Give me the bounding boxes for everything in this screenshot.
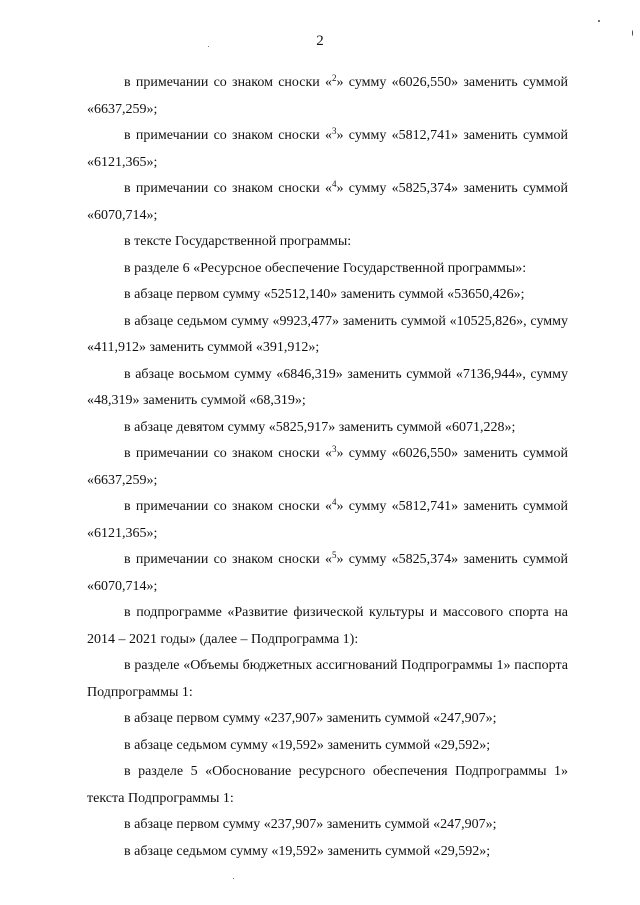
paragraph: в абзаце первом сумму «237,907» заменить суммой «247,907»;: [124, 817, 497, 832]
footnote-mark: 3: [332, 126, 337, 136]
paragraph: [87, 176, 568, 229]
paragraph: в разделе 6 «Ресурсное обеспечение Государственной программы»:: [124, 260, 527, 276]
paragraph: в разделе 5 «Обоснование ресурсного обеспечения Подпрограммы 1» текста Подпрограммы 1:: [87, 764, 568, 806]
scan-speck: [598, 20, 600, 22]
paragraph: [87, 123, 568, 176]
paragraph: в тексте Государственной программы:: [124, 234, 352, 249]
paragraph: [87, 70, 568, 123]
paragraph-text: » сумму «5825,374» заменить суммой «6070,714»;: [87, 552, 568, 594]
scan-speck: [233, 878, 234, 879]
paragraph: в абзаце первом сумму «237,907» заменить суммой «247,907»;: [124, 711, 497, 726]
paragraph: в разделе «Объемы бюджетных ассигнований Подпрограммы 1» паспорта Подпрограммы 1:: [87, 658, 568, 700]
paragraph-text: » сумму «5812,741» заменить суммой «6121,365»;: [87, 499, 568, 541]
footnote-mark: 5: [332, 550, 337, 560]
paragraph: в абзаце седьмом сумму «9923,477» заменить суммой «10525,826», сумму «411,912» заменить суммой «391,912»;: [87, 313, 568, 355]
paragraph: [87, 441, 568, 494]
footnote-mark: 4: [332, 497, 337, 507]
paragraph-text: » сумму «6026,550» заменить суммой «6637,259»;: [87, 75, 568, 117]
scan-speck: [632, 30, 633, 36]
paragraph: в абзаце седьмом сумму «19,592» заменить суммой «29,592»;: [124, 843, 491, 859]
paragraph-text: » сумму «5825,374» заменить суммой «6070,714»;: [87, 181, 568, 223]
paragraph-text: в примечании со знаком сноски «: [124, 181, 333, 196]
paragraph: в абзаце первом сумму «52512,140» заменить суммой «53650,426»;: [124, 287, 525, 302]
paragraph: в подпрограмме «Развитие физической культуры и массового спорта на 2014 – 2021 годы» (далее – Подпрограмма 1):: [87, 605, 568, 647]
paragraph: [87, 547, 568, 600]
footnote-mark: 4: [332, 179, 337, 189]
paragraph-text: в примечании со знаком сноски «: [124, 75, 333, 90]
footnote-mark: 2: [332, 73, 337, 83]
paragraph-text: в примечании со знаком сноски «: [124, 499, 333, 514]
scan-speck: [208, 46, 209, 47]
paragraph: в абзаце девятом сумму «5825,917» заменить суммой «6071,228»;: [124, 419, 516, 435]
paragraph-text: в примечании со знаком сноски «: [124, 446, 333, 461]
paragraph-text: в примечании со знаком сноски «: [124, 128, 333, 143]
paragraph: [87, 494, 568, 547]
paragraph-text: » сумму «6026,550» заменить суммой «6637,259»;: [87, 446, 568, 488]
page-number: 2: [316, 33, 324, 49]
paragraph: в абзаце восьмом сумму «6846,319» заменить суммой «7136,944», сумму «48,319» заменить суммой «68,319»;: [87, 366, 568, 408]
document-body: [87, 70, 568, 865]
paragraph-text: в примечании со знаком сноски «: [124, 552, 333, 567]
paragraph: в абзаце седьмом сумму «19,592» заменить суммой «29,592»;: [124, 737, 491, 753]
footnote-mark: 3: [332, 444, 337, 454]
paragraph-text: » сумму «5812,741» заменить суммой «6121,365»;: [87, 128, 568, 170]
